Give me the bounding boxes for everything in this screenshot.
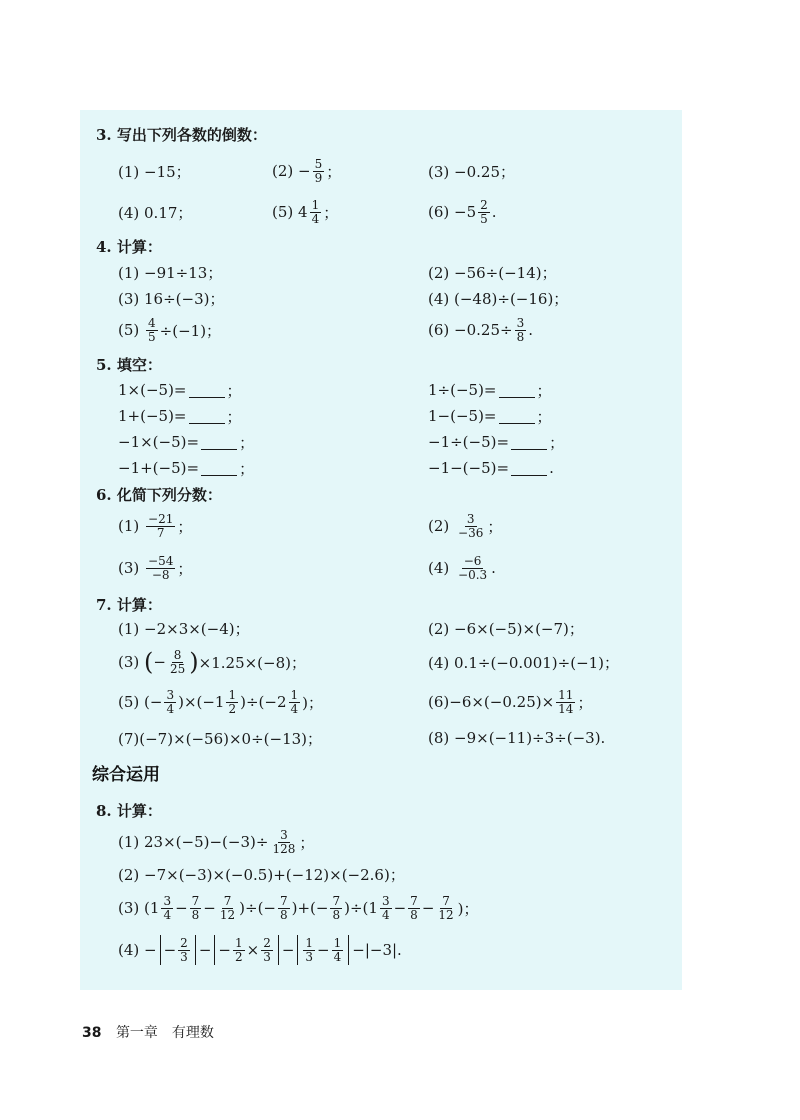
fraction: $\frac{4}{5}$ xyxy=(148,315,156,344)
page-number: 38 xyxy=(82,1025,102,1041)
fraction: 3 4 xyxy=(381,893,390,922)
fraction: $\frac{11}{14}$ xyxy=(558,687,574,716)
q7-item-7: (7)(−7)×(−56)×0÷(−13)； xyxy=(118,729,323,748)
q4-item-4: (4) (−48)÷(−16)； xyxy=(428,289,569,308)
q8-heading: 8. 计算： xyxy=(96,801,162,820)
answer-blank xyxy=(511,461,547,476)
answer-blank xyxy=(499,383,535,398)
q4-item-5: (5) $\frac{4}{5}$ ÷(−1)； xyxy=(118,315,222,344)
q7-item-8: (8) −9×(−11)÷3÷(−3). xyxy=(428,729,606,747)
answer-blank xyxy=(499,409,535,424)
q5-item: −1×(−5)= ； xyxy=(118,433,255,452)
q7-item-3: (3) ( − 8 25 ) ×1.25×(−8)； xyxy=(118,647,306,676)
fraction: $\frac{7}{8}$ xyxy=(191,893,200,922)
q6-item-4: (4) −6 −0.3 . xyxy=(428,553,496,582)
answer-blank xyxy=(201,435,237,450)
q6-heading: 6. 化简下列分数： xyxy=(96,485,222,504)
fraction: $\frac{7}{8}$ xyxy=(332,893,341,922)
fraction: $\frac{7}{8}$ xyxy=(280,893,288,922)
q3-item-2: (2) − $\frac{5}{9}$ ； xyxy=(272,156,342,185)
q7-item-1: (1) −2×3×(−4)； xyxy=(118,619,250,638)
fraction: 2 5 xyxy=(480,197,488,226)
abs-bar xyxy=(278,935,279,965)
fraction: 3 4 xyxy=(163,893,172,922)
fraction: $\frac{7}{8}$ xyxy=(410,893,418,922)
q7-item-5: (5) (− $\frac{3}{4}$ )×(−1 1 2 )÷(−2 1 4 )； xyxy=(118,687,324,716)
fraction: −6 −0.3 xyxy=(458,553,488,582)
answer-blank xyxy=(189,409,225,424)
q3-heading: 3. 写出下列各数的倒数： xyxy=(96,125,267,144)
abs-bar xyxy=(297,935,298,965)
fraction: 1 4 xyxy=(311,197,320,226)
q3-item-6: (6) −5 2 5 . xyxy=(428,197,497,226)
section-title: 综合运用 xyxy=(92,765,160,785)
q8-item-4: (4) − − $\frac{2}{3}$ − − $\frac{1}{2}$ × $\frac{2}{3}$ − 1 3 − $\frac{1}{4}$ −|−3|. xyxy=(118,935,402,964)
answer-blank xyxy=(201,461,237,476)
fraction: 3 −36 xyxy=(458,511,484,540)
q3-item-5: (5) 4 1 4 ； xyxy=(272,197,339,226)
fraction: $\frac{2}{3}$ xyxy=(180,935,188,964)
fraction: −54 −8 xyxy=(148,553,174,582)
q7-item-6: (6)−6×(−0.25)× $\frac{11}{14}$ ； xyxy=(428,687,593,716)
q3-item-3: (3) −0.25； xyxy=(428,162,515,181)
q4-item-3: (3) 16÷(−3)； xyxy=(118,289,225,308)
q4-item-6: (6) −0.25÷ $\frac{3}{8}$ . xyxy=(428,315,533,344)
answer-blank xyxy=(511,435,547,450)
q8-item-1: (1) 23×(−5)−(−3)÷ $\frac{3}{128}$ ； xyxy=(118,827,315,856)
q3-item-1: (1) −15； xyxy=(118,162,191,181)
q5-item: 1−(−5)= ； xyxy=(428,407,552,426)
q5-item: 1÷(−5)= ； xyxy=(428,381,552,400)
fraction: $\frac{3}{4}$ xyxy=(166,687,175,716)
fraction: $\frac{2}{3}$ xyxy=(263,935,271,964)
q5-item: 1×(−5)= ； xyxy=(118,381,242,400)
fraction: $\frac{5}{9}$ xyxy=(314,156,323,185)
q5-item: −1÷(−5)= ； xyxy=(428,433,565,452)
fraction: $\frac{7}{12}$ xyxy=(438,893,454,922)
answer-blank xyxy=(189,383,225,398)
abs-bar xyxy=(214,935,215,965)
fraction: $\frac{7}{12}$ xyxy=(219,893,236,922)
q4-item-2: (2) −56÷(−14)； xyxy=(428,263,557,282)
q7-heading: 7. 计算： xyxy=(96,595,162,614)
q3-item-4: (4) 0.17； xyxy=(118,203,193,222)
q4-heading: 4. 计算： xyxy=(96,237,162,256)
fraction: 1 3 xyxy=(305,935,314,964)
q6-item-1: (1) −21 7 ； xyxy=(118,511,193,540)
q5-item: −1+(−5)= ； xyxy=(118,459,255,478)
q8-item-3: (3) (1 3 4 − $\frac{7}{8}$ − $\frac{7}{12}$ )÷(− $\frac{7}{8}$ )+(− $\frac{7}{8}$ )÷(1 3 4 − $\frac{7}{8}$ − $\frac{7}{12}$ )； xyxy=(118,893,479,922)
fraction: $\frac{3}{8}$ xyxy=(516,315,525,344)
q5-item: 1+(−5)= ； xyxy=(118,407,242,426)
fraction: 8 25 xyxy=(169,647,186,676)
fraction: 1 2 xyxy=(228,687,237,716)
q6-item-3: (3) −54 −8 ； xyxy=(118,553,193,582)
abs-bar xyxy=(348,935,349,965)
abs-bar xyxy=(160,935,161,965)
page-footer xyxy=(82,1022,214,1042)
fraction: $\frac{3}{128}$ xyxy=(272,827,296,856)
chapter-title: 第一章 有理数 xyxy=(115,1025,214,1041)
abs-bar xyxy=(195,935,196,965)
fraction: 1 4 xyxy=(290,687,299,716)
fraction: −21 7 xyxy=(148,511,174,540)
q5-item: −1−(−5)= . xyxy=(428,459,554,477)
q7-item-2: (2) −6×(−5)×(−7)； xyxy=(428,619,584,638)
q8-item-2: (2) −7×(−3)×(−0.5)+(−12)×(−2.6)； xyxy=(118,865,405,884)
fraction: $\frac{1}{2}$ xyxy=(234,935,243,964)
fraction: $\frac{1}{4}$ xyxy=(333,935,342,964)
q6-item-2: (2) 3 −36 ； xyxy=(428,511,503,540)
q5-heading: 5. 填空： xyxy=(96,355,162,374)
q7-item-4: (4) 0.1÷(−0.001)÷(−1)； xyxy=(428,653,620,672)
q4-item-1: (1) −91÷13； xyxy=(118,263,223,282)
